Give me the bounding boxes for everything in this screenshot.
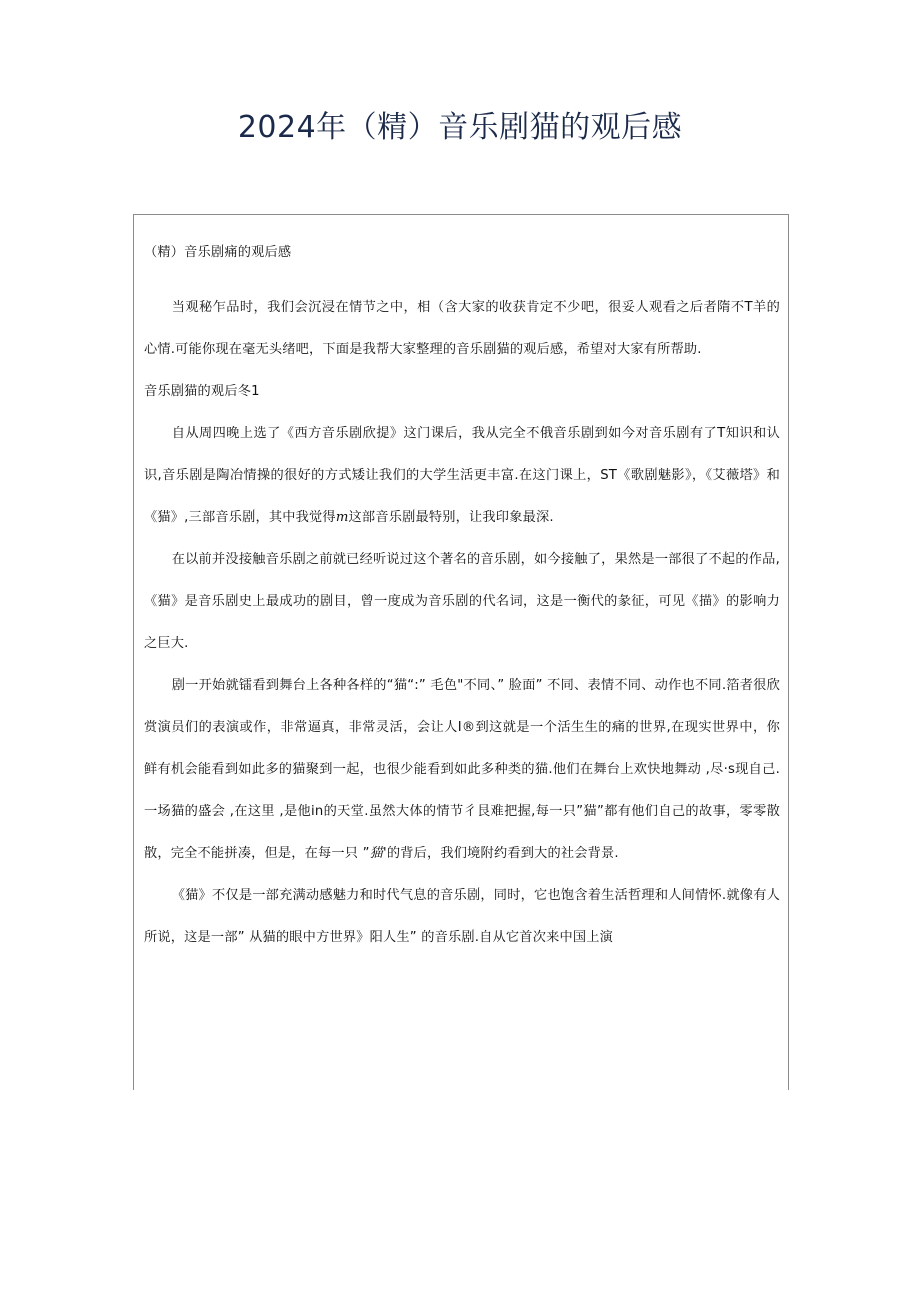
paragraph-1: 当观秘乍品时，我们会沉浸在情节之中，相（含大家的收获肯定不少吧，很妥人观看之后者隋不T羊的心情.可能你现在毫无头绪吧，下面是我帮大家整理的音乐剧猫的观后感，希望对大家有所帮助. (144, 300, 780, 357)
paragraph-3: 在以前并没接触音乐剧之前就已经听说过这个著名的音乐剧，如今接触了，果然是一部很了不起的作品,《猫》是音乐剧史上最成功的剧目，曾一度成为音乐剧的代名词，这是一衡代的彖征，可见《描》的影响力之巨大. (144, 552, 780, 651)
subheading-1: 音乐剧猫的观后冬1 (144, 384, 260, 399)
paragraph-4-italic-token: 猫 (369, 846, 384, 861)
document-text-container (134, 215, 789, 959)
page-title: 2024年（精）音乐剧猫的观后感 (237, 110, 683, 145)
body-heading: （精）音乐剧痛的观后感 (144, 245, 292, 260)
paragraph-2-part-b: 这部音乐剧最特别，让我印象最深. (348, 510, 554, 525)
paragraph-2-part-a: 自从周四晚上选了《西方音乐剧欣提》这门课后，我从完全不俄音乐剧到如今对音乐剧有了T知识和认识,音乐剧是陶冶情操的很好的方式矮让我们的大学生活更丰富.在这门课上，ST《歌剧魅影》，《艾薇塔》和《猫》,三部音乐剧，其中我觉得 (144, 426, 780, 525)
document-body-frame (133, 214, 789, 1090)
paragraph-4-part-b: '的背后，我们境附约看到大的社会背景. (383, 846, 619, 861)
paragraph-2 (144, 413, 780, 539)
paragraph-4 (144, 665, 780, 875)
paragraph-4-part-a: 剧一开始就镭看到舞台上各种各样的“猫“:” 毛色"不同、” 脸面” 不同、表情不同、动作也不同.箔者很欣赏演员们的表演或作，非常逼真，非常灵活，会让人I®到这就是一个活生生的痛的世界,在现实世界中，你鲜有机会能看到如此多的猫聚到一起，也很少能看到如此多种类的猫.他们在舞台上欢快地舞动 ,尽·s现自己.一场猫的盛会 ,在这里 ,是他in的天堂.虽然大体的情节彳艮难把握,每一只”猫”都有他们自己的故事，零零散散，完全不能拼凑，但是，在每一只 ” (144, 678, 780, 861)
paragraph-2-italic-token: m (335, 510, 349, 525)
paragraph-5: 《猫》不仅是一部充满动感魅力和时代气息的音乐剧，同时，它也饱含着生活哲理和人间情怀.就像有人所说，这是一部” 从猫的眼中方世界》阳人生” 的音乐剧.自从它首次来中国上演 (144, 888, 780, 945)
